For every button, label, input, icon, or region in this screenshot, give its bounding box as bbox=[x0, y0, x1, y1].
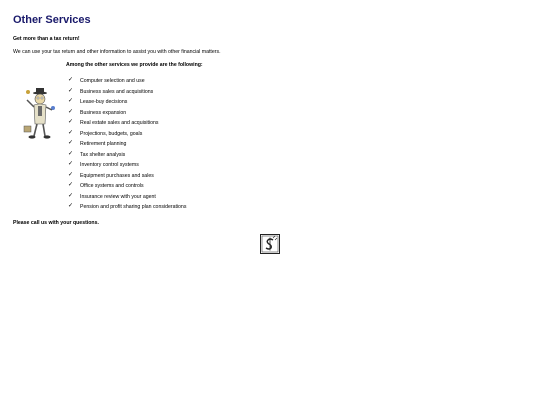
closing-text: Please call us with your questions. bbox=[13, 220, 99, 226]
checkmark-icon: ✓ bbox=[68, 192, 74, 199]
list-item bbox=[68, 202, 186, 213]
services-intro: Among the other services we provide are the following: bbox=[66, 62, 203, 68]
list-item bbox=[68, 150, 186, 161]
service-label: Business sales and acquisitions bbox=[80, 88, 154, 95]
checkmark-icon: ✓ bbox=[68, 171, 74, 178]
checkmark-icon: ✓ bbox=[68, 77, 74, 83]
list-item bbox=[68, 76, 186, 87]
checkmark-icon: ✓ bbox=[68, 87, 74, 94]
list-item bbox=[68, 171, 186, 182]
service-label: Insurance review with your agent bbox=[80, 193, 156, 200]
intro-text: We can use your tax return and other information to assist you with other financial matters. bbox=[13, 49, 221, 55]
service-label: Business expansion bbox=[80, 109, 127, 116]
service-label: Pension and profit sharing plan considerations bbox=[80, 204, 187, 210]
list-item bbox=[68, 118, 186, 129]
list-item bbox=[68, 129, 186, 140]
checkmark-icon: ✓ bbox=[68, 203, 74, 209]
service-label: Real estate sales and acquisitions bbox=[80, 120, 159, 126]
checkmark-icon: ✓ bbox=[68, 161, 74, 167]
list-item bbox=[68, 192, 186, 203]
list-item bbox=[68, 139, 186, 150]
page-subheading: Get more than a tax return! bbox=[13, 36, 80, 42]
list-item bbox=[68, 108, 186, 119]
service-label: Office systems and controls bbox=[80, 183, 144, 189]
service-label: Inventory control systems bbox=[80, 162, 139, 168]
checkmark-icon: ✓ bbox=[68, 140, 74, 146]
list-item bbox=[68, 97, 186, 108]
list-item bbox=[68, 181, 186, 192]
checkmark-icon: ✓ bbox=[68, 98, 74, 104]
service-label: Equipment purchases and sales bbox=[80, 172, 154, 179]
page-title: Other Services bbox=[13, 14, 91, 26]
service-label: Lease-buy decisions bbox=[80, 99, 128, 105]
service-label: Computer selection and use bbox=[80, 78, 145, 84]
service-label: Tax shelter analysis bbox=[80, 151, 126, 158]
checkmark-icon: ✓ bbox=[68, 182, 74, 188]
checkmark-icon: ✓ bbox=[68, 129, 74, 136]
dollar-logo-icon[interactable] bbox=[260, 234, 280, 254]
checkmark-icon: ✓ bbox=[68, 119, 74, 125]
services-list bbox=[68, 76, 186, 213]
service-label: Projections, budgets, goals bbox=[80, 130, 143, 137]
checkmark-icon: ✓ bbox=[68, 108, 74, 115]
list-item bbox=[68, 87, 186, 98]
checkmark-icon: ✓ bbox=[68, 150, 74, 157]
list-item bbox=[68, 160, 186, 171]
juggling-accountant-icon bbox=[20, 86, 60, 144]
service-label: Retirement planning bbox=[80, 141, 127, 147]
